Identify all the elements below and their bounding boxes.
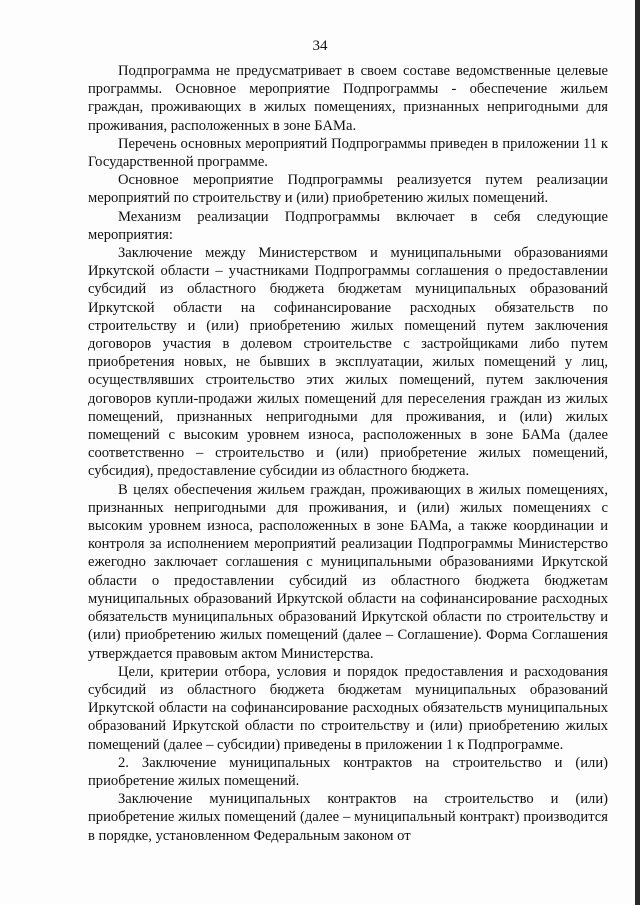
- paragraph-coordination: В целях обеспечения жильем граждан, проживающих в жилых помещениях, признанных непригодными для проживания, и (или) жилых помещениях с высоким уровнем износа, расположенных в зоне БАМа, а также координации и контроля за исполнением мероприятий реализации Подпрограммы Министерство ежегодно заключает соглашения с муниципальными образованиями Иркутской области о предоставлении субсидий из областного бюджета бюджетам муниципальных образований Иркутской области на софинансирование расходных обязательств муниципальных образований Иркутской области по строительству и (или) приобретению жилых помещений (далее – Соглашение). Форма Соглашения утверждается правовым актом Министерства.: [88, 481, 608, 662]
- paragraph-main-activity: Основное мероприятие Подпрограммы реализуется путем реализации мероприятий по строительству и (или) приобретению жилых помещений.: [88, 172, 608, 207]
- paragraph-contracts: Заключение муниципальных контрактов на строительство и (или) приобретение жилых помещений (далее – муниципальный контракт) производится в порядке, установленном Федеральным законом от: [88, 791, 608, 844]
- page-number: 34: [312, 38, 328, 54]
- paragraph-agreement: Заключение между Министерством и муниципальными образованиями Иркутской области – участниками Подпрограммы соглашения о предоставлении субсидий из областного бюджета бюджетам муниципальных образований Иркутской области на софинансирование расходных обязательств по строительству и (или) приобретению жилых помещений путем заключения договоров участия в долевом строительстве с застройщиками либо путем приобретения новых, не бывших в эксплуатации, жилых помещений у лиц, осуществлявших строительство этих жилых помещений, путем заключения договоров купли-продажи жилых помещений для переселения граждан из жилых помещений, признанных непригодными для проживания, и (или) жилых помещений с высоким уровнем износа, расположенных в зоне БАМа (далее соответственно – строительство и (или) приобретение жилых помещений, субсидия), предоставление субсидии из областного бюджета.: [88, 245, 608, 480]
- paragraph-contracts-heading: 2. Заключение муниципальных контрактов на строительство и (или) приобретение жилых помещений.: [88, 754, 608, 789]
- paragraph-subprogram-intro: Подпрограмма не предусматривает в своем составе ведомственные целевые программы. Основное мероприятие Подпрограммы - обеспечение жильем граждан, проживающих в жилых помещениях, признанных непригодными для проживания, расположенных в зоне БАМа.: [88, 63, 608, 134]
- paragraph-subsidy-goals: Цели, критерии отбора, условия и порядок предоставления и расходования субсидий из областного бюджета бюджетам муниципальных образований Иркутской области на софинансирование расходных обязательств муниципальных образований Иркутской области по строительству и (или) приобретению жилых помещений (далее – субсидии) приведены в приложении 1 к Подпрограмме.: [88, 663, 608, 753]
- scan-edge-shadow: [635, 0, 640, 905]
- paragraph-activities-list: Перечень основных мероприятий Подпрограммы приведен в приложении 11 к Государственной программе.: [88, 135, 608, 171]
- paragraph-mechanism: Механизм реализации Подпрограммы включает в себя следующие мероприятия:: [88, 208, 608, 243]
- document-body: [88, 62, 608, 845]
